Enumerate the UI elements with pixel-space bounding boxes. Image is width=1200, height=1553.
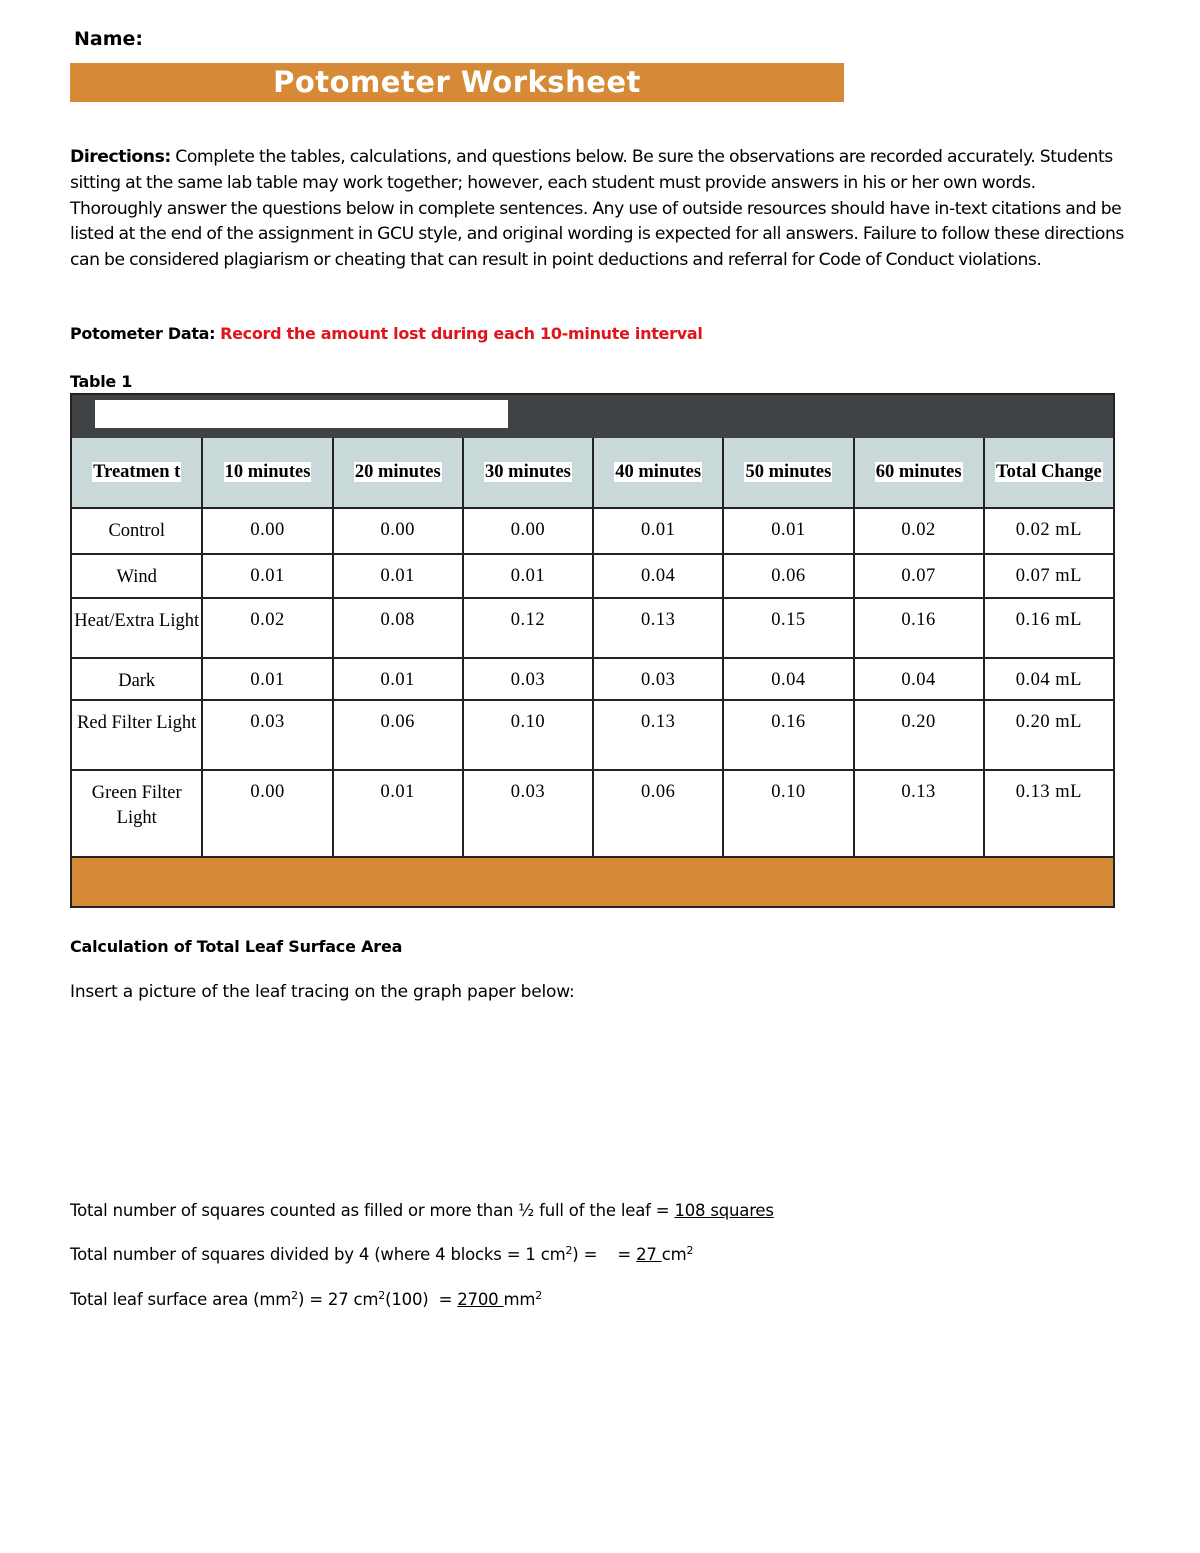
table-row <box>72 770 1113 862</box>
header-40-minutes: 40 minutes <box>593 438 723 508</box>
header-treatment: Treatmen t <box>72 438 202 508</box>
calculation-heading: Calculation of Total Leaf Surface Area <box>70 937 403 956</box>
area-mm2-answer[interactable]: 2700 <box>457 1290 504 1309</box>
value-cell[interactable]: 0.00 <box>202 770 332 862</box>
value-cell[interactable]: 0.01 <box>202 554 332 598</box>
potometer-data-line <box>70 324 703 343</box>
table-row <box>72 658 1113 700</box>
value-cell[interactable]: 0.07 <box>854 554 984 598</box>
header-10-minutes: 10 minutes <box>202 438 332 508</box>
value-cell[interactable]: 0.03 <box>593 658 723 700</box>
treatment-cell: Heat/Extra Light <box>72 598 202 658</box>
header-30-minutes: 30 minutes <box>463 438 593 508</box>
directions-label: Directions: <box>70 147 171 167</box>
surface-area-line: Total leaf surface area $(mm^2) = 27$ $cm^2(100) = 2700$ $mm^2$ <box>70 1289 543 1309</box>
potometer-data-table <box>72 438 1113 863</box>
table-caption: Table 1 <box>70 372 133 391</box>
squares-count-line: Total number of squares counted as filled or more than ½ full of the leaf = 108 squares <box>70 1201 774 1220</box>
table-title-field[interactable] <box>95 400 508 428</box>
worksheet-title: Potometer Worksheet <box>70 63 844 102</box>
value-cell[interactable]: 0.15 <box>723 598 853 658</box>
table-row <box>72 598 1113 658</box>
value-cell[interactable]: 0.01 <box>333 658 463 700</box>
value-cell[interactable]: 0.03 <box>463 658 593 700</box>
value-cell[interactable]: 0.06 <box>723 554 853 598</box>
value-cell[interactable]: 0.01 <box>463 554 593 598</box>
directions-paragraph <box>70 145 1130 274</box>
value-cell[interactable]: 0.13 mL <box>984 770 1113 862</box>
value-cell[interactable]: 0.13 <box>593 700 723 770</box>
value-cell[interactable]: 0.10 <box>723 770 853 862</box>
value-cell[interactable]: 0.04 <box>723 658 853 700</box>
value-cell[interactable]: 0.13 <box>854 770 984 862</box>
squares-divided-line: Total number of squares divided by 4 (where 4 blocks = 1 $cm^2$) = = 27 $cm^2$ <box>70 1244 694 1264</box>
value-cell[interactable]: 0.01 <box>723 508 853 554</box>
area-cm2-answer[interactable]: 27 <box>636 1245 662 1264</box>
value-cell[interactable]: 0.06 <box>593 770 723 862</box>
value-cell[interactable]: 0.16 <box>723 700 853 770</box>
value-cell[interactable]: 0.00 <box>202 508 332 554</box>
value-cell[interactable]: 0.01 <box>593 508 723 554</box>
treatment-cell: Dark <box>72 658 202 700</box>
squares-count-answer[interactable]: 108 squares <box>674 1201 774 1220</box>
potometer-data-label: Potometer Data: <box>70 324 216 343</box>
header-total-change: Total Change <box>984 438 1113 508</box>
table-top-band <box>72 395 1113 438</box>
table-bottom-band <box>72 856 1113 906</box>
header-60-minutes: 60 minutes <box>854 438 984 508</box>
value-cell[interactable]: 0.06 <box>333 700 463 770</box>
data-table-container <box>70 393 1115 908</box>
value-cell[interactable]: 0.04 <box>593 554 723 598</box>
value-cell[interactable]: 0.03 <box>202 700 332 770</box>
value-cell[interactable]: 0.02 mL <box>984 508 1113 554</box>
value-cell[interactable]: 0.08 <box>333 598 463 658</box>
value-cell[interactable]: 0.13 <box>593 598 723 658</box>
potometer-data-instruction: Record the amount lost during each 10-minute interval <box>220 324 703 343</box>
treatment-cell: Green Filter Light <box>72 770 202 862</box>
table-header-row <box>72 438 1113 508</box>
value-cell[interactable]: 0.04 mL <box>984 658 1113 700</box>
directions-text: Complete the tables, calculations, and questions below. Be sure the observations are recorded accurately. Students sitting at the same lab table may work together; however, each student must provide answers in his or her own words. Thoroughly answer the questions below in complete sentences. Any use of outside resources should have in-text citations and be listed at the end of the assignment in GCU style, and original wording is expected for all answers. Failure to follow these directions can be considered plagiarism or cheating that can result in point deductions and referral for Code of Conduct violations. <box>70 147 1124 271</box>
table-row <box>72 554 1113 598</box>
value-cell[interactable]: 0.12 <box>463 598 593 658</box>
value-cell[interactable]: 0.07 mL <box>984 554 1113 598</box>
value-cell[interactable]: 0.16 <box>854 598 984 658</box>
value-cell[interactable]: 0.01 <box>202 658 332 700</box>
value-cell[interactable]: 0.02 <box>854 508 984 554</box>
value-cell[interactable]: 0.00 <box>333 508 463 554</box>
value-cell[interactable]: 0.00 <box>463 508 593 554</box>
table-row <box>72 700 1113 770</box>
value-cell[interactable]: 0.01 <box>333 554 463 598</box>
value-cell[interactable]: 0.20 <box>854 700 984 770</box>
value-cell[interactable]: 0.01 <box>333 770 463 862</box>
value-cell[interactable]: 0.20 mL <box>984 700 1113 770</box>
value-cell[interactable]: 0.16 mL <box>984 598 1113 658</box>
treatment-cell: Red Filter Light <box>72 700 202 770</box>
treatment-cell: Wind <box>72 554 202 598</box>
header-20-minutes: 20 minutes <box>333 438 463 508</box>
treatment-cell: Control <box>72 508 202 554</box>
header-50-minutes: 50 minutes <box>723 438 853 508</box>
table-row <box>72 508 1113 554</box>
value-cell[interactable]: 0.02 <box>202 598 332 658</box>
value-cell[interactable]: 0.04 <box>854 658 984 700</box>
value-cell[interactable]: 0.03 <box>463 770 593 862</box>
name-label: Name: <box>74 28 144 50</box>
value-cell[interactable]: 0.10 <box>463 700 593 770</box>
insert-picture-prompt: Insert a picture of the leaf tracing on the graph paper below: <box>70 982 575 1002</box>
